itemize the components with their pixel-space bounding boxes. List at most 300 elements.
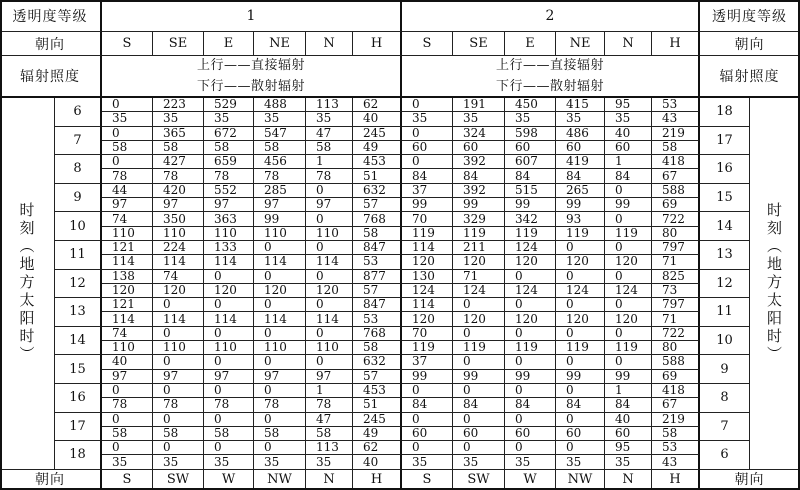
direct-radiation-value: 0 xyxy=(505,298,556,312)
orientation-footer: N xyxy=(605,470,652,490)
diffuse-radiation-value: 67 xyxy=(652,398,700,412)
direct-radiation-value: 0 xyxy=(556,441,605,455)
direct-radiation-value: 138 xyxy=(102,270,153,284)
diffuse-radiation-value: 35 xyxy=(402,455,453,469)
direct-radiation-value: 0 xyxy=(402,384,453,398)
orientation-header: NE xyxy=(556,32,605,56)
hour-label-left: 15 xyxy=(55,355,102,384)
direct-radiation-value: 0 xyxy=(306,355,353,369)
diffuse-radiation-value: 35 xyxy=(556,455,605,469)
direct-radiation-value: 37 xyxy=(402,184,453,198)
direct-radiation-value: 329 xyxy=(453,212,505,226)
direct-radiation-value: 0 xyxy=(306,298,353,312)
direct-radiation-value: 114 xyxy=(402,298,453,312)
hour-label-left: 10 xyxy=(55,212,102,241)
direct-radiation-value: 0 xyxy=(556,298,605,312)
direct-radiation-value: 0 xyxy=(153,298,204,312)
diffuse-radiation-value: 60 xyxy=(605,141,652,155)
direct-radiation-value: 74 xyxy=(153,270,204,284)
diffuse-radiation-value: 114 xyxy=(306,312,353,326)
orientation-header: N xyxy=(605,32,652,56)
direct-radiation-value: 1 xyxy=(605,155,652,169)
irradiance-label: 辐射照度 xyxy=(0,56,102,98)
direct-radiation-value: 0 xyxy=(204,355,254,369)
diffuse-radiation-value: 80 xyxy=(652,341,700,355)
diffuse-radiation-value: 99 xyxy=(556,198,605,212)
hour-label-left: 7 xyxy=(55,127,102,156)
diffuse-radiation-value: 84 xyxy=(453,169,505,183)
direct-radiation-value: 74 xyxy=(102,212,153,226)
diffuse-radiation-value: 58 xyxy=(652,427,700,441)
diffuse-radiation-value: 78 xyxy=(204,398,254,412)
direct-radiation-value: 0 xyxy=(153,413,204,427)
direct-radiation-value: 0 xyxy=(453,355,505,369)
diffuse-radiation-value: 35 xyxy=(254,455,306,469)
direct-radiation-value: 0 xyxy=(204,441,254,455)
direct-radiation-value: 324 xyxy=(453,127,505,141)
orientation-footer: S xyxy=(402,470,453,490)
direct-radiation-value: 392 xyxy=(453,155,505,169)
direct-radiation-value: 1 xyxy=(306,155,353,169)
row-legend-group-2 xyxy=(402,56,700,98)
diffuse-radiation-value: 35 xyxy=(306,112,353,126)
direct-radiation-value: 219 xyxy=(652,127,700,141)
direct-radiation-value: 0 xyxy=(453,413,505,427)
direct-radiation-value: 547 xyxy=(254,127,306,141)
irradiance-label-right: 辐射照度 xyxy=(700,56,800,98)
direct-radiation-value: 453 xyxy=(353,384,402,398)
diffuse-radiation-value: 114 xyxy=(204,312,254,326)
direct-radiation-value: 552 xyxy=(204,184,254,198)
direct-radiation-value: 223 xyxy=(153,98,204,112)
direct-radiation-value: 70 xyxy=(402,327,453,341)
diffuse-radiation-value: 120 xyxy=(556,312,605,326)
diffuse-radiation-value: 60 xyxy=(605,427,652,441)
hour-label-left: 13 xyxy=(55,298,102,327)
direct-radiation-value: 95 xyxy=(605,98,652,112)
direct-radiation-value: 0 xyxy=(153,384,204,398)
diffuse-radiation-value: 99 xyxy=(453,198,505,212)
diffuse-radiation-value: 35 xyxy=(605,112,652,126)
diffuse-radiation-value: 119 xyxy=(505,227,556,241)
direct-radiation-value: 768 xyxy=(353,327,402,341)
direct-radiation-value: 40 xyxy=(605,127,652,141)
orientation-header: E xyxy=(505,32,556,56)
hour-label-left: 8 xyxy=(55,155,102,184)
direct-radiation-value: 418 xyxy=(652,384,700,398)
diffuse-radiation-value: 119 xyxy=(453,341,505,355)
direct-radiation-value: 62 xyxy=(353,441,402,455)
direct-radiation-value: 44 xyxy=(102,184,153,198)
diffuse-radiation-value: 124 xyxy=(453,284,505,298)
diffuse-radiation-value: 97 xyxy=(102,370,153,384)
direct-radiation-value: 672 xyxy=(204,127,254,141)
orientation-footer: W xyxy=(204,470,254,490)
diffuse-radiation-value: 69 xyxy=(652,370,700,384)
direct-radiation-value: 0 xyxy=(254,384,306,398)
direct-radiation-value: 121 xyxy=(102,298,153,312)
diffuse-radiation-value: 60 xyxy=(453,141,505,155)
diffuse-radiation-value: 110 xyxy=(306,227,353,241)
orientation-header: NE xyxy=(254,32,306,56)
transparency-level-label: 透明度等级 xyxy=(0,0,102,32)
diffuse-radiation-value: 99 xyxy=(605,370,652,384)
direct-radiation-value: 0 xyxy=(605,355,652,369)
direct-radiation-value: 0 xyxy=(402,98,453,112)
diffuse-radiation-value: 57 xyxy=(353,370,402,384)
diffuse-radiation-value: 35 xyxy=(505,112,556,126)
hour-label-left: 17 xyxy=(55,413,102,442)
direct-radiation-value: 847 xyxy=(353,241,402,255)
direct-radiation-value: 0 xyxy=(102,384,153,398)
direct-radiation-value: 47 xyxy=(306,127,353,141)
row-legend-group-1 xyxy=(102,56,402,98)
diffuse-radiation-value: 120 xyxy=(605,312,652,326)
diffuse-radiation-value: 120 xyxy=(505,312,556,326)
hour-label-left: 9 xyxy=(55,184,102,213)
diffuse-radiation-value: 99 xyxy=(605,198,652,212)
direct-radiation-value: 53 xyxy=(652,441,700,455)
direct-radiation-value: 0 xyxy=(306,241,353,255)
direct-radiation-value: 768 xyxy=(353,212,402,226)
direct-radiation-value: 0 xyxy=(204,298,254,312)
diffuse-radiation-value: 110 xyxy=(153,227,204,241)
direct-radiation-value: 0 xyxy=(556,413,605,427)
hour-label-right: 7 xyxy=(700,413,750,442)
direct-radiation-value: 121 xyxy=(102,241,153,255)
direct-radiation-value: 0 xyxy=(505,413,556,427)
orientation-header: H xyxy=(353,32,402,56)
diffuse-radiation-value: 99 xyxy=(505,370,556,384)
diffuse-radiation-value: 119 xyxy=(605,341,652,355)
diffuse-radiation-value: 35 xyxy=(306,455,353,469)
direct-radiation-value: 632 xyxy=(353,184,402,198)
footer-orientation-label: 朝向 xyxy=(0,470,102,490)
diffuse-radiation-value: 60 xyxy=(402,427,453,441)
diffuse-radiation-value: 84 xyxy=(453,398,505,412)
diffuse-radiation-value: 35 xyxy=(556,112,605,126)
direct-radiation-value: 456 xyxy=(254,155,306,169)
hour-label-right: 13 xyxy=(700,241,750,270)
diffuse-radiation-value: 114 xyxy=(306,255,353,269)
diffuse-radiation-value: 124 xyxy=(605,284,652,298)
hour-label-right: 16 xyxy=(700,155,750,184)
diffuse-radiation-value: 53 xyxy=(353,255,402,269)
direct-radiation-value: 95 xyxy=(605,441,652,455)
diffuse-radiation-value: 35 xyxy=(102,112,153,126)
diffuse-radiation-value: 35 xyxy=(402,112,453,126)
direct-radiation-value: 0 xyxy=(102,441,153,455)
direct-radiation-value: 133 xyxy=(204,241,254,255)
direct-radiation-value: 0 xyxy=(153,441,204,455)
direct-radiation-value: 0 xyxy=(605,184,652,198)
diffuse-radiation-value: 120 xyxy=(306,284,353,298)
hour-label-right: 9 xyxy=(700,355,750,384)
orientation-footer: NW xyxy=(254,470,306,490)
orientation-header: SE xyxy=(453,32,505,56)
diffuse-radiation-value: 58 xyxy=(204,141,254,155)
diffuse-radiation-value: 119 xyxy=(605,227,652,241)
diffuse-radiation-value: 120 xyxy=(453,255,505,269)
direct-radiation-value: 419 xyxy=(556,155,605,169)
hour-label-left: 11 xyxy=(55,241,102,270)
diffuse-radiation-value: 78 xyxy=(306,169,353,183)
diffuse-radiation-value: 78 xyxy=(254,169,306,183)
diffuse-radiation-value: 97 xyxy=(254,370,306,384)
direct-radiation-value: 598 xyxy=(505,127,556,141)
direct-radiation-value: 0 xyxy=(102,127,153,141)
diffuse-radiation-value: 35 xyxy=(254,112,306,126)
direct-radiation-value: 0 xyxy=(556,327,605,341)
orientation-footer: SW xyxy=(453,470,505,490)
diffuse-radiation-value: 58 xyxy=(102,141,153,155)
direct-radiation-value: 797 xyxy=(652,241,700,255)
diffuse-radiation-value: 99 xyxy=(505,198,556,212)
hour-label-right: 14 xyxy=(700,212,750,241)
direct-radiation-value: 797 xyxy=(652,298,700,312)
diffuse-radiation-value: 114 xyxy=(102,312,153,326)
direct-radiation-value: 0 xyxy=(453,441,505,455)
direct-radiation-value: 488 xyxy=(254,98,306,112)
transparency-group-1: 1 xyxy=(102,0,402,32)
diffuse-radiation-value: 43 xyxy=(652,455,700,469)
diffuse-radiation-value: 120 xyxy=(153,284,204,298)
diffuse-radiation-value: 53 xyxy=(353,312,402,326)
direct-radiation-value: 245 xyxy=(353,127,402,141)
diffuse-radiation-value: 120 xyxy=(254,284,306,298)
diffuse-radiation-value: 84 xyxy=(605,169,652,183)
legend-lower-diffuse: 下行——散射辐射 xyxy=(196,79,305,94)
diffuse-radiation-value: 40 xyxy=(353,455,402,469)
direct-radiation-value: 420 xyxy=(153,184,204,198)
diffuse-radiation-value: 97 xyxy=(102,198,153,212)
diffuse-radiation-value: 58 xyxy=(353,341,402,355)
orientation-footer: H xyxy=(652,470,700,490)
direct-radiation-value: 0 xyxy=(254,241,306,255)
diffuse-radiation-value: 97 xyxy=(306,198,353,212)
diffuse-radiation-value: 84 xyxy=(505,398,556,412)
diffuse-radiation-value: 40 xyxy=(353,112,402,126)
direct-radiation-value: 0 xyxy=(254,327,306,341)
hour-label-left: 16 xyxy=(55,384,102,413)
hour-label-left: 14 xyxy=(55,327,102,356)
diffuse-radiation-value: 71 xyxy=(652,312,700,326)
orientation-header: H xyxy=(652,32,700,56)
diffuse-radiation-value: 114 xyxy=(102,255,153,269)
diffuse-radiation-value: 60 xyxy=(505,427,556,441)
diffuse-radiation-value: 110 xyxy=(306,341,353,355)
diffuse-radiation-value: 124 xyxy=(556,284,605,298)
diffuse-radiation-value: 119 xyxy=(556,341,605,355)
diffuse-radiation-value: 114 xyxy=(204,255,254,269)
hour-label-left: 12 xyxy=(55,270,102,299)
direct-radiation-value: 40 xyxy=(102,355,153,369)
direct-radiation-value: 99 xyxy=(254,212,306,226)
orientation-header: SE xyxy=(153,32,204,56)
diffuse-radiation-value: 35 xyxy=(153,455,204,469)
diffuse-radiation-value: 110 xyxy=(153,341,204,355)
direct-radiation-value: 0 xyxy=(204,384,254,398)
direct-radiation-value: 74 xyxy=(102,327,153,341)
transparency-group-2: 2 xyxy=(402,0,700,32)
direct-radiation-value: 71 xyxy=(453,270,505,284)
hour-label-left: 6 xyxy=(55,98,102,127)
direct-radiation-value: 0 xyxy=(453,327,505,341)
direct-radiation-value: 588 xyxy=(652,184,700,198)
orientation-header: S xyxy=(402,32,453,56)
orientation-footer: N xyxy=(306,470,353,490)
direct-radiation-value: 191 xyxy=(453,98,505,112)
diffuse-radiation-value: 35 xyxy=(505,455,556,469)
orientation-header: N xyxy=(306,32,353,56)
diffuse-radiation-value: 78 xyxy=(254,398,306,412)
direct-radiation-value: 607 xyxy=(505,155,556,169)
direct-radiation-value: 0 xyxy=(306,270,353,284)
diffuse-radiation-value: 35 xyxy=(605,455,652,469)
direct-radiation-value: 0 xyxy=(556,355,605,369)
direct-radiation-value: 0 xyxy=(556,270,605,284)
direct-radiation-value: 285 xyxy=(254,184,306,198)
direct-radiation-value: 0 xyxy=(204,270,254,284)
diffuse-radiation-value: 49 xyxy=(353,141,402,155)
direct-radiation-value: 130 xyxy=(402,270,453,284)
time-label-right-cell xyxy=(750,98,800,470)
diffuse-radiation-value: 124 xyxy=(402,284,453,298)
diffuse-radiation-value: 35 xyxy=(453,455,505,469)
diffuse-radiation-value: 57 xyxy=(353,198,402,212)
direct-radiation-value: 0 xyxy=(153,355,204,369)
diffuse-radiation-value: 60 xyxy=(453,427,505,441)
diffuse-radiation-value: 119 xyxy=(505,341,556,355)
diffuse-radiation-value: 60 xyxy=(505,141,556,155)
diffuse-radiation-value: 43 xyxy=(652,112,700,126)
direct-radiation-value: 418 xyxy=(652,155,700,169)
orientation-header: S xyxy=(102,32,153,56)
diffuse-radiation-value: 58 xyxy=(306,427,353,441)
diffuse-radiation-value: 110 xyxy=(102,341,153,355)
diffuse-radiation-value: 84 xyxy=(556,398,605,412)
diffuse-radiation-value: 78 xyxy=(153,398,204,412)
diffuse-radiation-value: 69 xyxy=(652,198,700,212)
diffuse-radiation-value: 58 xyxy=(204,427,254,441)
orientation-footer: S xyxy=(102,470,153,490)
direct-radiation-value: 62 xyxy=(353,98,402,112)
hour-label-right: 10 xyxy=(700,327,750,356)
diffuse-radiation-value: 78 xyxy=(102,169,153,183)
direct-radiation-value: 70 xyxy=(402,212,453,226)
diffuse-radiation-value: 60 xyxy=(402,141,453,155)
legend-lower-diffuse: 下行——散射辐射 xyxy=(495,79,604,94)
direct-radiation-value: 245 xyxy=(353,413,402,427)
direct-radiation-value: 0 xyxy=(505,441,556,455)
direct-radiation-value: 450 xyxy=(505,98,556,112)
direct-radiation-value: 0 xyxy=(453,298,505,312)
direct-radiation-value: 0 xyxy=(402,413,453,427)
direct-radiation-value: 392 xyxy=(453,184,505,198)
diffuse-radiation-value: 124 xyxy=(505,284,556,298)
diffuse-radiation-value: 58 xyxy=(652,141,700,155)
diffuse-radiation-value: 35 xyxy=(453,112,505,126)
direct-radiation-value: 0 xyxy=(505,355,556,369)
direct-radiation-value: 0 xyxy=(605,298,652,312)
direct-radiation-value: 0 xyxy=(102,155,153,169)
direct-radiation-value: 722 xyxy=(652,327,700,341)
direct-radiation-value: 219 xyxy=(652,413,700,427)
diffuse-radiation-value: 58 xyxy=(153,427,204,441)
diffuse-radiation-value: 120 xyxy=(402,312,453,326)
diffuse-radiation-value: 84 xyxy=(605,398,652,412)
direct-radiation-value: 0 xyxy=(204,413,254,427)
diffuse-radiation-value: 49 xyxy=(353,427,402,441)
direct-radiation-value: 350 xyxy=(153,212,204,226)
diffuse-radiation-value: 58 xyxy=(153,141,204,155)
diffuse-radiation-value: 120 xyxy=(556,255,605,269)
diffuse-radiation-value: 58 xyxy=(306,141,353,155)
diffuse-radiation-value: 35 xyxy=(204,455,254,469)
diffuse-radiation-value: 78 xyxy=(204,169,254,183)
diffuse-radiation-value: 84 xyxy=(402,398,453,412)
diffuse-radiation-value: 84 xyxy=(556,169,605,183)
direct-radiation-value: 1 xyxy=(605,384,652,398)
hour-label-right: 8 xyxy=(700,384,750,413)
diffuse-radiation-value: 97 xyxy=(153,370,204,384)
legend-upper-direct: 上行——直接辐射 xyxy=(495,58,604,73)
diffuse-radiation-value: 58 xyxy=(353,227,402,241)
direct-radiation-value: 515 xyxy=(505,184,556,198)
direct-radiation-value: 529 xyxy=(204,98,254,112)
direct-radiation-value: 365 xyxy=(153,127,204,141)
direct-radiation-value: 0 xyxy=(402,127,453,141)
direct-radiation-value: 0 xyxy=(453,384,505,398)
diffuse-radiation-value: 120 xyxy=(204,284,254,298)
direct-radiation-value: 0 xyxy=(505,327,556,341)
direct-radiation-value: 53 xyxy=(652,98,700,112)
orientation-footer: H xyxy=(353,470,402,490)
direct-radiation-value: 588 xyxy=(652,355,700,369)
diffuse-radiation-value: 58 xyxy=(254,141,306,155)
diffuse-radiation-value: 78 xyxy=(306,398,353,412)
direct-radiation-value: 113 xyxy=(306,98,353,112)
direct-radiation-value: 37 xyxy=(402,355,453,369)
direct-radiation-value: 0 xyxy=(102,98,153,112)
direct-radiation-value: 0 xyxy=(605,241,652,255)
diffuse-radiation-value: 71 xyxy=(652,255,700,269)
direct-radiation-value: 659 xyxy=(204,155,254,169)
diffuse-radiation-value: 58 xyxy=(254,427,306,441)
direct-radiation-value: 1 xyxy=(306,384,353,398)
diffuse-radiation-value: 60 xyxy=(556,141,605,155)
direct-radiation-value: 0 xyxy=(605,212,652,226)
direct-radiation-value: 632 xyxy=(353,355,402,369)
diffuse-radiation-value: 110 xyxy=(204,341,254,355)
direct-radiation-value: 0 xyxy=(254,270,306,284)
diffuse-radiation-value: 67 xyxy=(652,169,700,183)
diffuse-radiation-value: 97 xyxy=(306,370,353,384)
diffuse-radiation-value: 35 xyxy=(204,112,254,126)
diffuse-radiation-value: 84 xyxy=(402,169,453,183)
transparency-level-label-right: 透明度等级 xyxy=(700,0,800,32)
diffuse-radiation-value: 119 xyxy=(556,227,605,241)
direct-radiation-value: 211 xyxy=(453,241,505,255)
diffuse-radiation-value: 120 xyxy=(605,255,652,269)
diffuse-radiation-value: 84 xyxy=(505,169,556,183)
diffuse-radiation-value: 110 xyxy=(254,227,306,241)
direct-radiation-value: 265 xyxy=(556,184,605,198)
hour-label-right: 18 xyxy=(700,98,750,127)
diffuse-radiation-value: 60 xyxy=(556,427,605,441)
diffuse-radiation-value: 110 xyxy=(204,227,254,241)
direct-radiation-value: 453 xyxy=(353,155,402,169)
